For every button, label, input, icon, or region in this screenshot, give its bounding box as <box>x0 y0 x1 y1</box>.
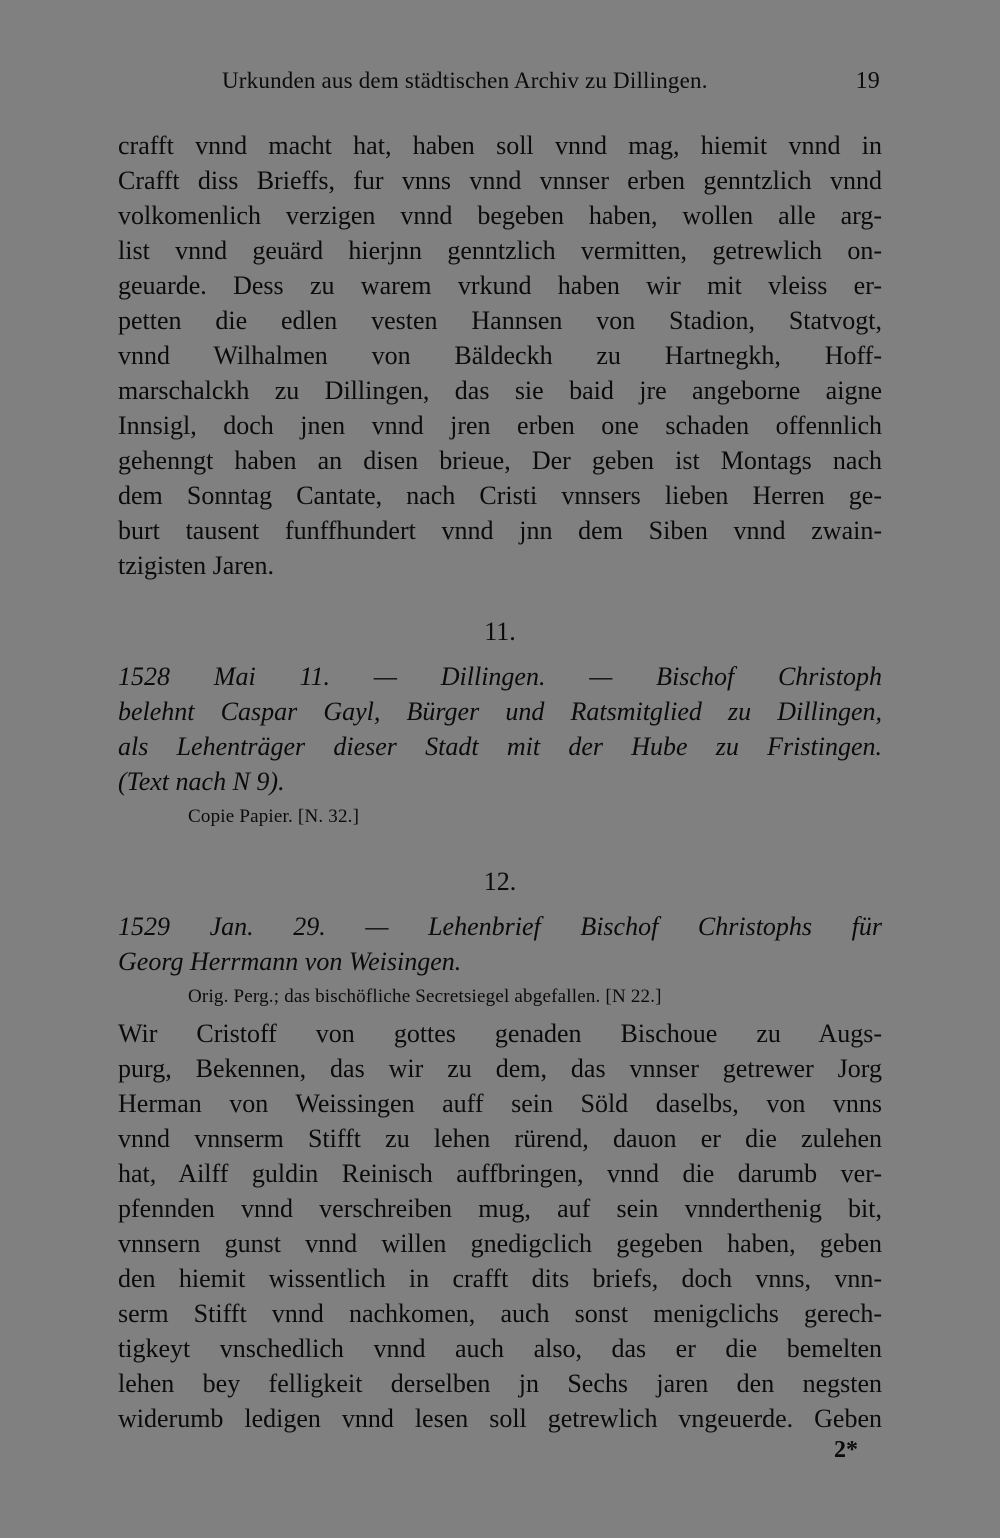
text-line: Innsigl, doch jnen vnnd jren erben one schaden offennlich <box>118 411 882 440</box>
text-line: widerumb ledigen vnnd lesen soll getrewlich vngeuerde. Geben <box>118 1404 882 1433</box>
section-12-text <box>118 1016 882 1436</box>
summary-line: als Lehenträger dieser Stadt mit der Hube zu Fristingen. <box>118 732 882 761</box>
text-line: list vnnd geuärd hierjnn genntzlich vermitten, getrewlich on- <box>118 236 882 265</box>
summary-line: belehnt Caspar Gayl, Bürger und Ratsmitglied zu Dillingen, <box>118 697 882 726</box>
text-line: vnnd vnnserm Stifft zu lehen rürend, dauon er die zulehen <box>118 1124 882 1153</box>
text-line: petten die edlen vesten Hannsen von Stadion, Statvogt, <box>118 306 882 335</box>
running-title: Urkunden aus dem städtischen Archiv zu Dillingen. <box>222 68 708 93</box>
text-line: pfennden vnnd verschreiben mug, auf sein vnnderthenig bit, <box>118 1194 882 1223</box>
text-line: gehenngt haben an disen brieue, Der geben ist Montags nach <box>118 446 882 475</box>
text-line: tigkeyt vnschedlich vnnd auch also, das er die bemelten <box>118 1334 882 1363</box>
text-line: den hiemit wissentlich in crafft dits briefs, doch vnns, vnn- <box>118 1264 882 1293</box>
text-line: serm Stifft vnnd nachkomen, auch sonst menigclichs gerech- <box>118 1299 882 1328</box>
section-number-12: 12. <box>483 867 517 896</box>
text-line: marschalckh zu Dillingen, das sie baid jre angeborne aigne <box>118 376 882 405</box>
text-line: dem Sonntag Cantate, nach Cristi vnnsers lieben Herren ge- <box>118 481 882 510</box>
text-line: Wir Cristoff von gottes genaden Bischoue zu Augs- <box>118 1019 882 1048</box>
text-line: purg, Bekennen, das wir zu dem, das vnnser getrewer Jorg <box>118 1054 882 1083</box>
text-line: Herman von Weissingen auff sein Söld daselbs, von vnns <box>118 1089 882 1118</box>
section-11-summary <box>118 659 882 799</box>
section-12-source-note: Orig. Perg.; das bischöfliche Secretsiegel abgefallen. [N 22.] <box>188 986 662 1007</box>
page-number: 19 <box>855 68 880 94</box>
section-12-summary <box>118 909 882 979</box>
paragraph-continuation <box>118 128 882 583</box>
page-header <box>222 68 880 102</box>
signature-mark: 2* <box>834 1437 858 1463</box>
text-line: lehen bey felligkeit derselben jn Sechs jaren den negsten <box>118 1369 882 1398</box>
summary-line: (Text nach N 9). <box>118 767 285 796</box>
text-line: crafft vnnd macht hat, haben soll vnnd mag, hiemit vnnd in <box>118 131 882 160</box>
text-line: volkomenlich verzigen vnnd begeben haben, wollen alle arg- <box>118 201 882 230</box>
summary-line: 1529 Jan. 29. — Lehenbrief Bischof Christophs für <box>118 912 882 941</box>
section-number-11: 11. <box>484 617 516 646</box>
text-line: vnnd Wilhalmen von Bäldeckh zu Hartnegkh, Hoff- <box>118 341 882 370</box>
text-line: geuarde. Dess zu warem vrkund haben wir mit vleiss er- <box>118 271 882 300</box>
text-line: hat, Ailff guldin Reinisch auffbringen, vnnd die darumb ver- <box>118 1159 882 1188</box>
text-line: tzigisten Jaren. <box>118 551 274 580</box>
summary-line: 1528 Mai 11. — Dillingen. — Bischof Christoph <box>118 662 882 691</box>
text-line: vnnsern gunst vnnd willen gnedigclich gegeben haben, geben <box>118 1229 882 1258</box>
text-line: burt tausent funffhundert vnnd jnn dem Siben vnnd zwain- <box>118 516 882 545</box>
section-11-source-note: Copie Papier. [N. 32.] <box>188 806 360 827</box>
summary-line: Georg Herrmann von Weisingen. <box>118 947 462 976</box>
text-line: Crafft diss Brieffs, fur vnns vnnd vnnser erben genntzlich vnnd <box>118 166 882 195</box>
